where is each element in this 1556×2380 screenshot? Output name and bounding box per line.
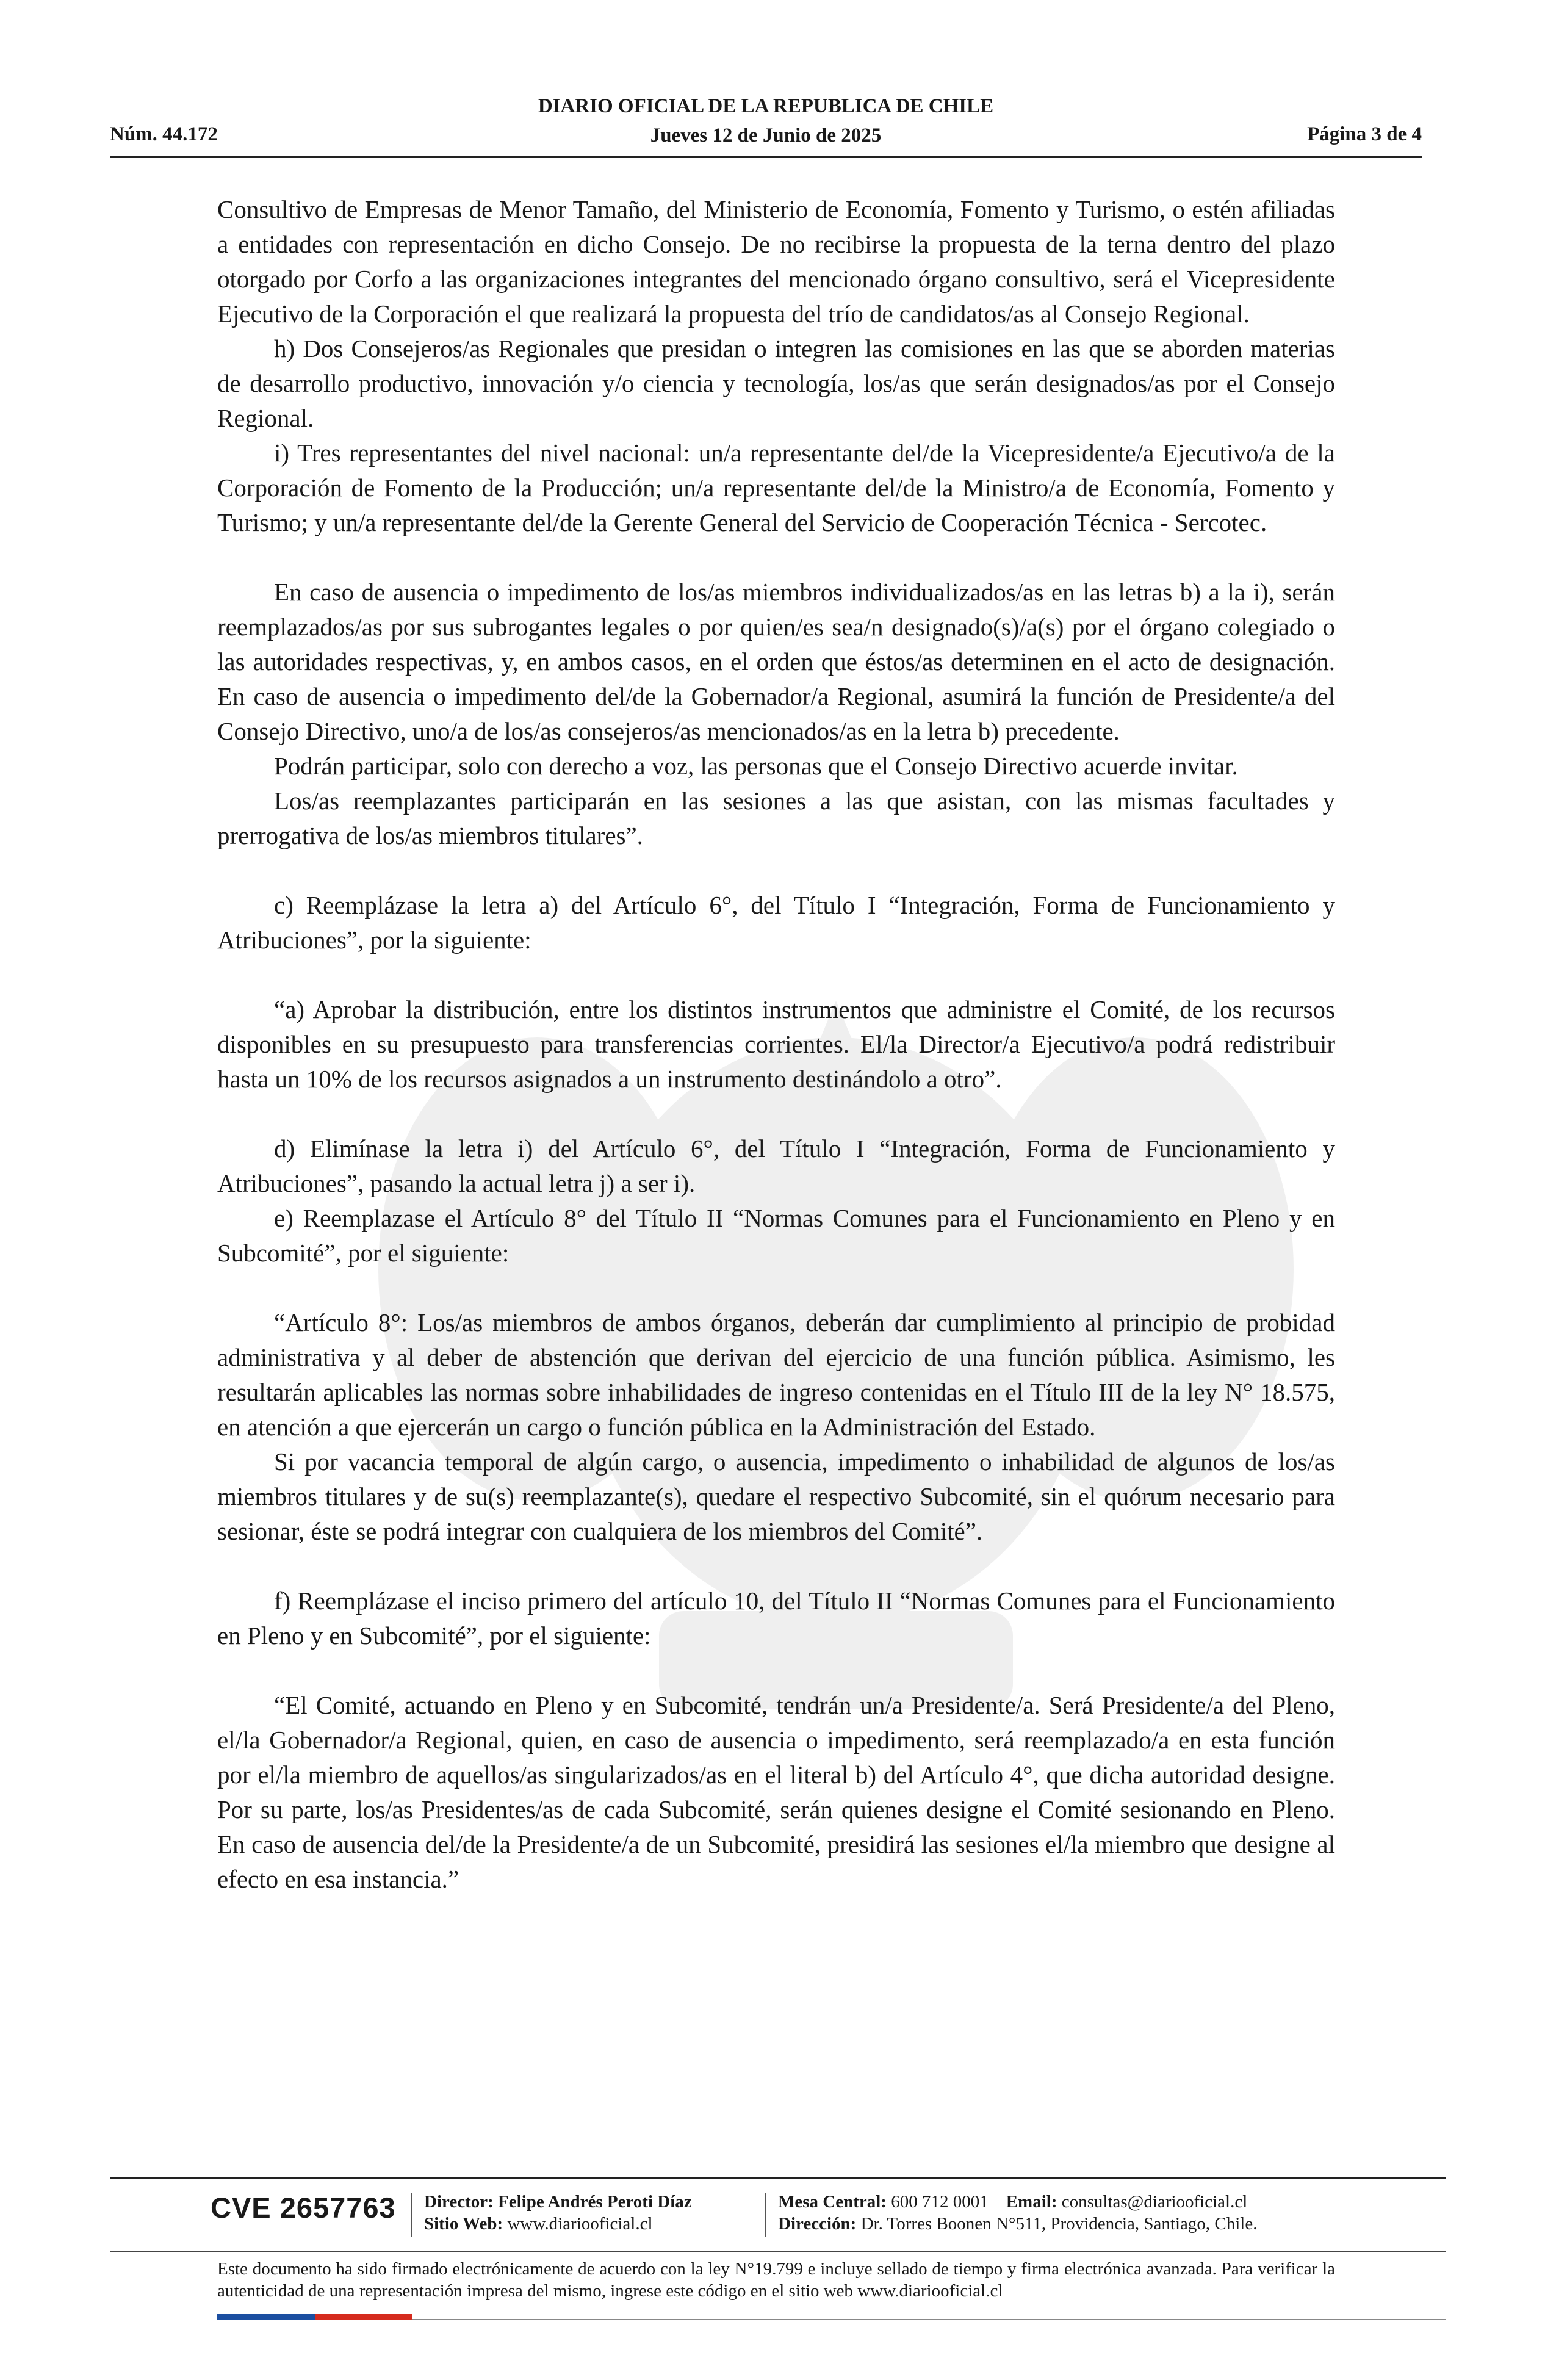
website-label: Sitio Web:	[424, 2214, 503, 2234]
director-name: Felipe Andrés Peroti Díaz	[498, 2192, 692, 2212]
address-value: Dr. Torres Boonen N°511, Providencia, Santiago, Chile.	[860, 2214, 1258, 2234]
website-link[interactable]: www.diariooficial.cl	[507, 2214, 653, 2234]
email-label: Email:	[1006, 2192, 1057, 2212]
paragraph: c) Reemplázase la letra a) del Artículo 6°, del Título I “Integración, Forma de Funcionamiento y Atribuciones”, por la siguiente:	[217, 891, 1335, 954]
footer-separator	[411, 2193, 412, 2237]
paragraph-gap	[217, 1549, 1335, 1584]
page-number: Página 3 de 4	[1307, 123, 1422, 145]
document-body	[217, 192, 1335, 1897]
publication-title: DIARIO OFICIAL DE LA REPUBLICA DE CHILE	[538, 95, 994, 117]
footer-divider-bottom	[412, 2319, 1446, 2320]
footer-contact-block	[778, 2191, 1257, 2235]
footer-separator	[765, 2193, 766, 2237]
paragraph: e) Reemplazase el Artículo 8° del Título II “Normas Comunes para el Funcionamiento en Pleno y en Subcomité”, por el siguiente:	[217, 1204, 1335, 1267]
paragraph: Los/as reemplazantes participarán en las sesiones a las que asistan, con las mismas facultades y prerrogativa de los/as miembros titulares”.	[217, 787, 1335, 849]
publication-date: Jueves 12 de Junio de 2025	[650, 124, 882, 146]
flag-color-bar	[217, 2314, 412, 2320]
mesa-phone: 600 712 0001	[891, 2192, 989, 2212]
footer-director-block	[424, 2191, 692, 2235]
paragraph: d) Elimínase la letra i) del Artículo 6°, del Título I “Integración, Forma de Funcionamiento y Atribuciones”, pasando la actual letra j) a ser i).	[217, 1134, 1335, 1197]
paragraph: Si por vacancia temporal de algún cargo, o ausencia, impedimento o inhabilidad de algunos de los/as miembros titulares y de su(s) reemplazante(s), quedare el respectivo Subcomité, sin el quórum necesario para sesionar, éste se podrá integrar con cualquiera de los miembros del Comité”.	[217, 1448, 1335, 1545]
paragraph: h) Dos Consejeros/as Regionales que presidan o integren las comisiones en las que se aborden materias de desarrollo productivo, innovación y/o ciencia y tecnología, los/as que serán designados/as por el Consejo Regional.	[217, 334, 1335, 432]
director-label: Director:	[424, 2192, 494, 2212]
paragraph-gap	[217, 1097, 1335, 1131]
issue-number: Núm. 44.172	[110, 123, 218, 145]
paragraph-gap	[217, 1653, 1335, 1688]
paragraph-gap	[217, 853, 1335, 888]
footer-info	[110, 2191, 1446, 2246]
cve-code: CVE 2657763	[211, 2191, 396, 2224]
header-center	[110, 92, 1422, 150]
paragraph: “Artículo 8°: Los/as miembros de ambos órganos, deberán dar cumplimiento al principio de probidad administrativa y al deber de abstención que derivan del ejercicio de una función pública. Asimismo, les resultarán aplicables las normas sobre inhabilidades de ingreso contenidas en el Título III de la ley N° 18.575, en atención a que ejercerán un cargo o función pública en la Administración del Estado.	[217, 1308, 1335, 1441]
header-divider	[110, 156, 1422, 158]
paragraph: Consultivo de Empresas de Menor Tamaño, del Ministerio de Economía, Fomento y Turismo, o estén afiliadas a entidades con representación en dicho Consejo. De no recibirse la propuesta de la terna dentro del plazo otorgado por Corfo a las organizaciones integrantes del mencionado órgano consultivo, será el Vicepresidente Ejecutivo de la Corporación el que realizará la propuesta del trío de candidatos/as al Consejo Regional.	[217, 195, 1335, 328]
page-header	[110, 92, 1422, 159]
paragraph-gap	[217, 1271, 1335, 1305]
paragraph-gap	[217, 540, 1335, 575]
paragraph: Podrán participar, solo con derecho a voz, las personas que el Consejo Directivo acuerde invitar.	[274, 752, 1238, 780]
flag-blue-segment	[217, 2314, 315, 2320]
address-label: Dirección:	[778, 2214, 857, 2234]
paragraph-gap	[217, 957, 1335, 992]
paragraph: “El Comité, actuando en Pleno y en Subcomité, tendrán un/a Presidente/a. Será Presidente/a del Pleno, el/la Gobernador/a Regional, quien, en caso de ausencia o impedimento, será reemplazado/a en esta función por el/la miembro de aquellos/as singularizados/as en el literal b) del Artículo 4°, que dicha autoridad designe. Por su parte, los/as Presidentes/as de cada Subcomité, serán quienes designe el Comité sesionando en Pleno. En caso de ausencia del/de la Presidente/a de un Subcomité, presidirá las sesiones el/la miembro que designe al efecto en esa instancia.”	[217, 1691, 1335, 1893]
paragraph: i) Tres representantes del nivel nacional: un/a representante del/de la Vicepresidente/a Ejecutivo/a de la Corporación de Fomento de la Producción; un/a representante del/de la Ministro/a de Economía, Fomento y Turismo; y un/a representante del/de la Gerente General del Servicio de Cooperación Técnica - Sercotec.	[217, 439, 1335, 536]
mesa-label: Mesa Central:	[778, 2192, 887, 2212]
signature-notice: Este documento ha sido firmado electrónicamente de acuerdo con la ley N°19.799 e incluye sellado de tiempo y firma electrónica avanzada. Para verificar la autenticidad de una representación impresa del mismo, ingrese este código en el sitio web www.diariooficial.cl	[217, 2259, 1335, 2301]
footer-divider-mid	[110, 2251, 1446, 2252]
footer-divider-top	[110, 2177, 1446, 2179]
paragraph: En caso de ausencia o impedimento de los/as miembros individualizados/as en las letras b) a la i), serán reemplazados/as por sus subrogantes legales o por quien/es sea/n designado(s)/a(s) por el órgano colegiado o las autoridades respectivas, y, en ambos casos, en el orden que éstos/as determinen en el acto de designación. En caso de ausencia o impedimento del/de la Gobernador/a Regional, asumirá la función de Presidente/a del Consejo Directivo, uno/a de los/as consejeros/as mencionados/as en la letra b) precedente.	[217, 578, 1335, 745]
flag-red-segment	[315, 2314, 412, 2320]
email-link[interactable]: consultas@diariooficial.cl	[1061, 2192, 1248, 2212]
paragraph: “a) Aprobar la distribución, entre los distintos instrumentos que administre el Comité, de los recursos disponibles en su presupuesto para transferencias corrientes. El/la Director/a Ejecutivo/a podrá redistribuir hasta un 10% de los recursos asignados a un instrumento destinándolo a otro”.	[217, 995, 1335, 1093]
paragraph: f) Reemplázase el inciso primero del artículo 10, del Título II “Normas Comunes para el Funcionamiento en Pleno y en Subcomité”, por el siguiente:	[217, 1587, 1335, 1650]
